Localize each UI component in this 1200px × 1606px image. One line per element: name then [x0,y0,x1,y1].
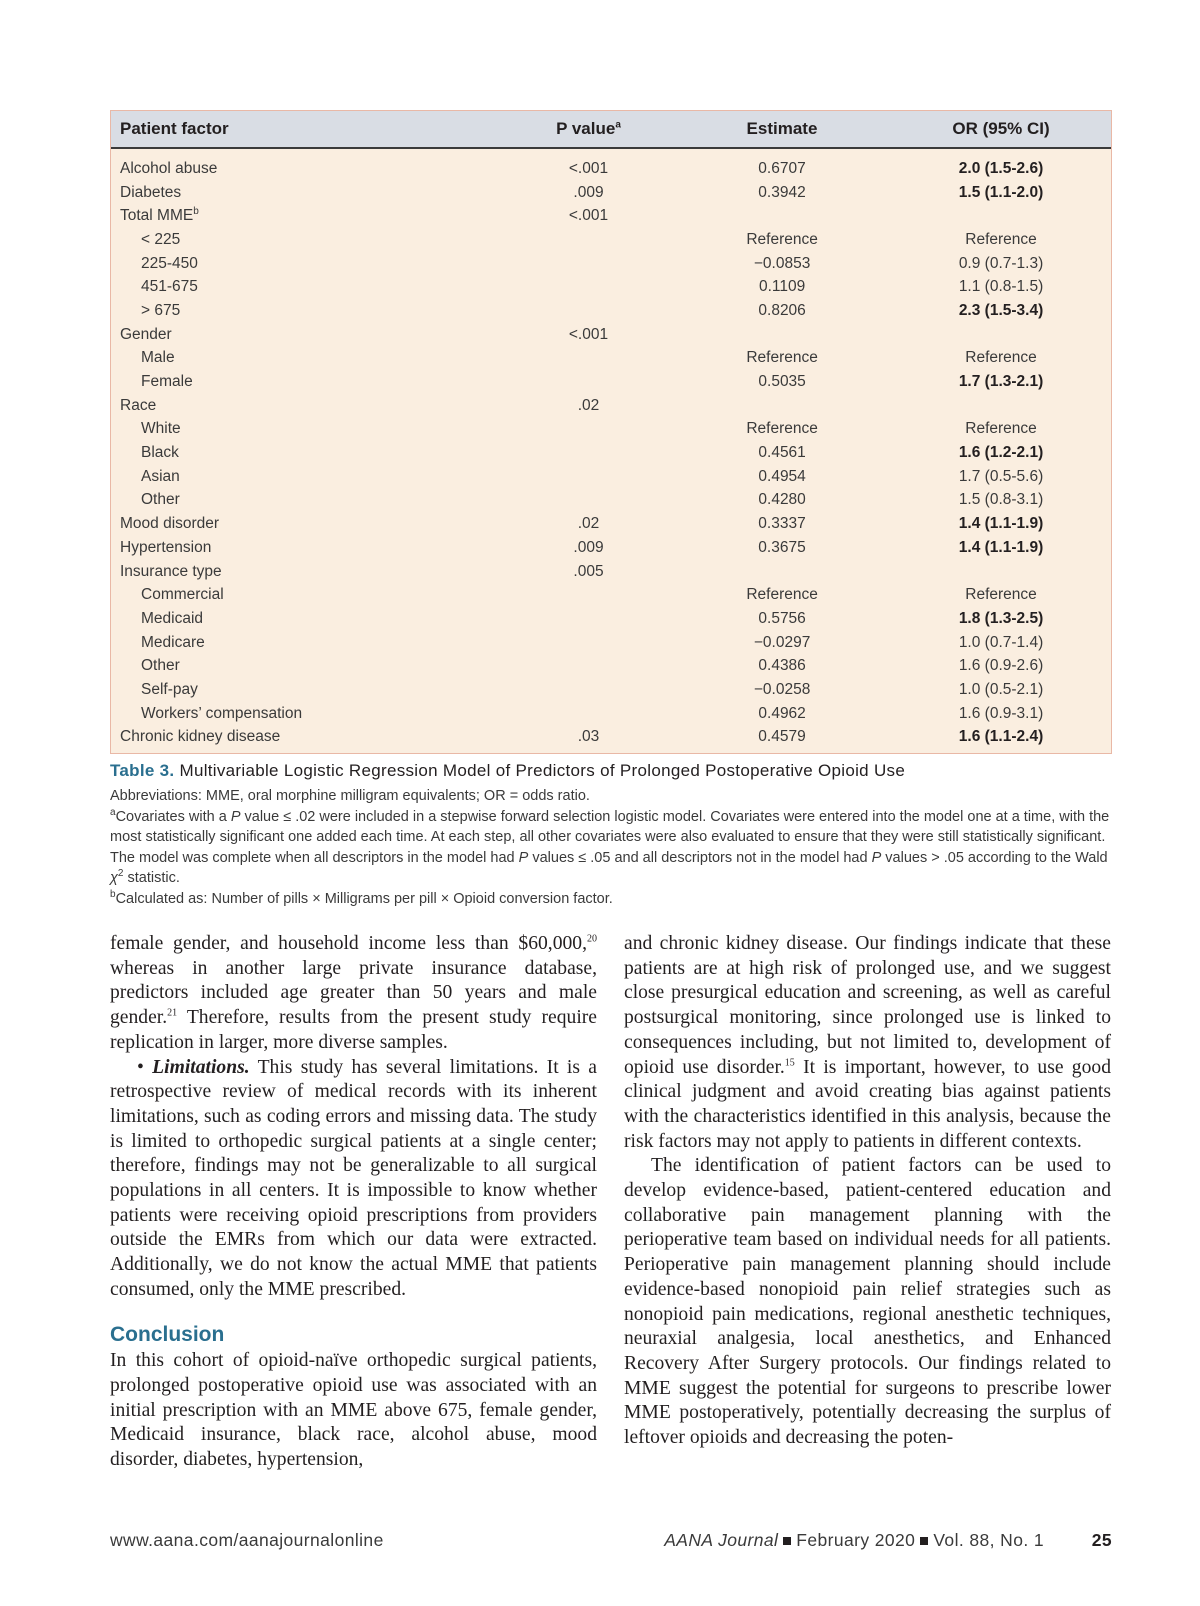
table-row [111,678,1111,702]
cell-factor: Self-pay [141,680,198,698]
table-row [111,299,1111,323]
cell-or: 1.4 (1.1-1.9) [958,538,1044,556]
cell-or: 1.6 (1.2-2.1) [958,444,1044,462]
limitations-paragraph: • Limitations. This study has several limitations. It is a retrospective review of medical records with its inherent limitations, such as coding errors and missing data. The study is limited to orthopedic surgical patients at a single center; therefore, findings may not be generalizable to all surgical populations in all centers. It is impossible to know whether patients were receiving opioid prescriptions from providers outside the EMRs from which our data were extracted. Additionally, we do not know the actual MME that patients consumed, only the MME prescribed. [110,1056,597,1300]
cell-factor: Hypertension [120,538,212,556]
table-row [111,275,1111,299]
cell-factor: Insurance type [120,562,222,580]
page-footer [110,1530,1112,1554]
table-row [111,512,1111,536]
cell-factor: Asian [141,467,180,485]
cell-or: Reference [965,230,1037,248]
right-column [624,932,1111,1451]
cell-estimate: Reference [746,420,818,438]
cell-estimate: 0.3942 [758,183,806,201]
cell-factor: 451-675 [141,278,198,296]
cell-factor: Commercial [141,586,224,604]
cell-or: 1.5 (1.1-2.0) [958,183,1044,201]
table-row [111,560,1111,584]
cell-p-value: .03 [577,728,600,746]
cell-or: Reference [965,349,1037,367]
table-row [111,204,1111,228]
table-label: Table 3. [110,761,175,780]
table-body [111,149,1111,753]
cell-estimate: 0.4280 [758,491,806,509]
cell-estimate: Reference [746,230,818,248]
footnote-b: $^b$Calculated as: Number of pills × Milligrams per pill × Opioid conversion factor. [110,888,613,907]
cell-estimate: −0.0258 [753,680,811,698]
cell-p-value: <.001 [568,159,609,177]
table-row [111,465,1111,489]
cell-factor: Male [141,349,175,367]
cell-factor: White [141,420,181,438]
conclusion-heading: Conclusion [110,1322,225,1346]
cell-estimate: Reference [746,586,818,604]
cell-factor: Gender [120,325,172,343]
cell-or: 0.9 (0.7-1.3) [958,254,1044,272]
table-row [111,370,1111,394]
table-row [111,489,1111,513]
cell-or: Reference [965,586,1037,604]
cell-factor: > 675 [141,301,181,319]
cell-estimate: 0.6707 [758,159,806,177]
paragraph: The identification of patient factors can be used to develop evidence-based, patient-centered education and collaborative pain management planning with the perioperative team based on individual needs for all patients. Perioperative pain management planning should include evidence-based nonopioid pain relief strategies such as nonopioid pain medications, regional anesthetic techniques, neuraxial analgesia, local anesthetics, and Enhanced Recovery After Surgery protocols. Our findings related to MME suggest the potential for surgeons to prescribe lower MME postoperatively, potentially decreasing the surplus of leftover opioids and decreasing the poten- [624,1155,1111,1449]
header-estimate: Estimate [746,119,818,138]
cell-factor: Black [141,444,179,462]
table-row [111,702,1111,726]
table-row [111,252,1111,276]
table-title: Multivariable Logistic Regression Model of Predictors of Prolonged Postoperative Opioid Use [179,761,906,780]
cell-factor: Medicaid [141,609,204,627]
cell-or: 1.4 (1.1-1.9) [958,515,1044,533]
cell-factor: Medicare [141,633,205,651]
cell-p-value: .02 [577,396,600,414]
cell-or: 1.6 (1.1-2.4) [958,728,1044,746]
cell-factor: Alcohol abuse [120,159,218,177]
left-column [110,932,597,1473]
cell-p-value: <.001 [568,207,609,225]
cell-or: 1.6 (0.9-2.6) [958,657,1044,675]
table-row [111,418,1111,442]
cell-estimate: 0.4954 [758,467,806,485]
cell-factor: Total MME$^b$ [120,206,199,225]
abbreviations-note: Abbreviations: MME, oral morphine milligram equivalents; OR = odds ratio. [110,788,590,804]
cell-estimate: 0.4386 [758,657,806,675]
table-row [111,394,1111,418]
regression-table [110,110,1112,754]
table-row [111,323,1111,347]
cell-factor: 225-450 [141,254,198,272]
conclusion-paragraph: In this cohort of opioid-naïve orthopedic surgical patients, prolonged postoperative opioid use was associated with an initial prescription with an MME above 675, female gender, Medicaid insurance, black race, alcohol abuse, mood disorder, diabetes, hypertension, [110,1350,597,1471]
cell-estimate: 0.8206 [758,301,806,319]
cell-or: 1.1 (0.8-1.5) [958,278,1044,296]
table-row [111,631,1111,655]
cell-estimate: 0.5756 [758,609,806,627]
cell-estimate: 0.3337 [758,515,806,533]
cell-estimate: Reference [746,349,818,367]
table-row [111,654,1111,678]
journal-url: www.aana.com/aanajournalonline [110,1530,384,1550]
cell-estimate: 0.1109 [758,278,806,296]
cell-or: 1.0 (0.5-2.1) [958,680,1044,698]
cell-factor: Other [141,657,180,675]
footnote-a: $^a$Covariates with a P value ≤ .02 were included in a stepwise forward selection logistic model. Covariates were entered into the model one at a time, with the most statistically significant one added each time. At each step, all other covariates were also evaluated to ensure that they were still statistically significant. The model was complete when all descriptors in the model had P values ≤ .05 and all descriptors not in the model had P values > .05 according to the Wald $\chi^2$ statistic. [110,806,1110,886]
table-caption [110,761,1110,781]
header-or: OR (95% CI) [952,119,1050,138]
table-row [111,181,1111,205]
cell-estimate: 0.4962 [758,704,806,722]
paragraph: and chronic kidney disease. Our findings indicate that these patients are at high risk of prolonged use, and we suggest close presurgical education and screening, as well as careful postsurgical monitoring, since prolonged use is linked to consequences including, but not limited to, development of opioid use disorder.$^{15}$ It is important, however, to use good clinical judgment and avoid creating bias against patients with the characteristics identified in this analysis, because the risk factors may not apply to patients in different contexts. [624,933,1111,1152]
cell-estimate: 0.4561 [758,444,806,462]
cell-or: 1.7 (0.5-5.6) [958,467,1044,485]
cell-factor: Mood disorder [120,515,220,533]
cell-p-value: <.001 [568,325,609,343]
cell-or: 1.5 (0.8-3.1) [958,491,1044,509]
cell-factor: Other [141,491,180,509]
table-row [111,607,1111,631]
cell-or: 2.0 (1.5-2.6) [958,159,1044,177]
cell-factor: Chronic kidney disease [120,728,281,746]
cell-p-value: .009 [573,538,604,556]
paragraph: female gender, and household income less than $60,000,20 whereas in another large private insurance database, predictors included age greater than 50 years and male gender.$^{21}$ Therefore, results from the present study require replication in larger, more diverse samples. [110,933,597,1053]
cell-or: 1.0 (0.7-1.4) [958,633,1044,651]
table-notes [110,786,1110,909]
cell-factor: Race [120,396,157,414]
cell-p-value: .02 [577,515,600,533]
cell-or: Reference [965,420,1037,438]
table-row [111,536,1111,560]
cell-or: 1.8 (1.3-2.5) [958,609,1044,627]
journal-citation: AANA Journal February 2020 Vol. 88, No. 1 [664,1530,1044,1550]
cell-p-value: .009 [573,183,604,201]
cell-estimate: −0.0297 [753,633,811,651]
cell-factor: < 225 [141,230,181,248]
table-row [111,583,1111,607]
header-patient-factor: Patient factor [120,119,229,138]
cell-estimate: 0.4579 [758,728,806,746]
page-number: 25 [1091,1530,1112,1550]
table-row [111,441,1111,465]
table-row [111,347,1111,371]
cell-or: 1.6 (0.9-3.1) [958,704,1044,722]
cell-estimate: 0.3675 [758,538,806,556]
cell-factor: Workers’ compensation [141,704,303,722]
cell-or: 1.7 (1.3-2.1) [958,373,1044,391]
cell-p-value: .005 [573,562,604,580]
cell-estimate: 0.5035 [758,373,806,391]
cell-factor-sup: b [193,206,199,218]
table-row [111,157,1111,181]
table-row [111,726,1111,750]
table-header [111,111,1111,149]
table-row [111,228,1111,252]
cell-factor: Diabetes [120,183,182,201]
cell-estimate: −0.0853 [753,254,811,272]
cell-factor: Female [141,373,193,391]
cell-or: 2.3 (1.5-3.4) [958,301,1044,319]
header-p-value: P value$^a$ [556,119,621,138]
